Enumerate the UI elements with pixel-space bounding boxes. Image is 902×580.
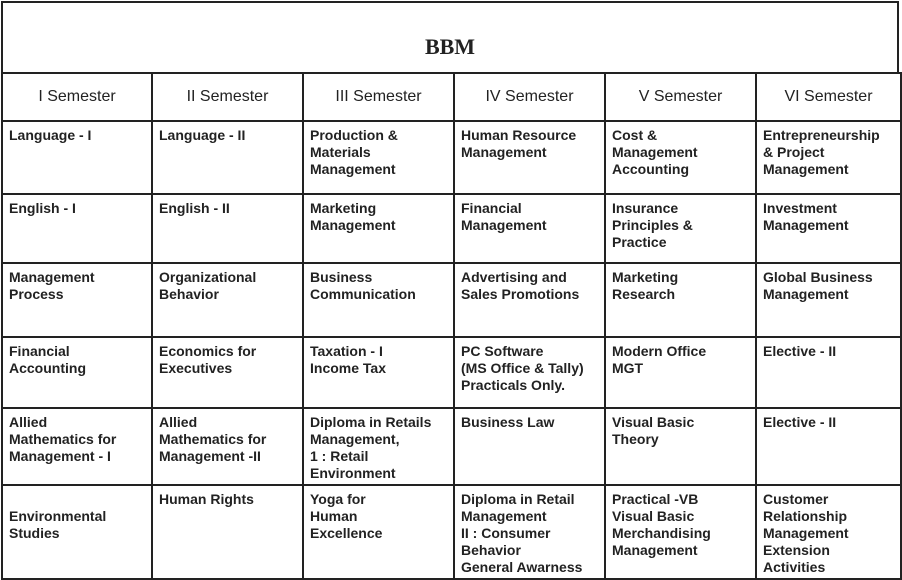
subject-cell: Investment Management xyxy=(756,194,901,263)
table-row xyxy=(2,408,901,485)
subject-cell: Taxation - I Income Tax xyxy=(303,337,454,408)
subject-cell: PC Software (MS Office & Tally) Practicals Only. xyxy=(454,337,605,408)
table-row xyxy=(2,194,901,263)
subject-cell: Entrepreneurship & Project Management xyxy=(756,121,901,194)
table-row xyxy=(2,337,901,408)
subject-cell: Advertising and Sales Promotions xyxy=(454,263,605,337)
title-box xyxy=(1,1,899,73)
subject-cell: Economics for Executives xyxy=(152,337,303,408)
subject-cell: English - I xyxy=(2,194,152,263)
subject-cell: Marketing Management xyxy=(303,194,454,263)
subject-cell: Human Resource Management xyxy=(454,121,605,194)
semester-table xyxy=(1,72,902,580)
subject-cell: Cost & Management Accounting xyxy=(605,121,756,194)
subject-cell: Diploma in Retails Management, 1 : Retail Environment xyxy=(303,408,454,485)
subject-cell: Financial Management xyxy=(454,194,605,263)
semester-header: IV Semester xyxy=(454,73,605,121)
subject-cell: Insurance Principles & Practice xyxy=(605,194,756,263)
subject-cell: Financial Accounting xyxy=(2,337,152,408)
table-row xyxy=(2,485,901,579)
subject-cell: Language - I xyxy=(2,121,152,194)
subject-cell: Environmental Studies xyxy=(2,485,152,579)
header-row xyxy=(2,73,901,121)
subject-cell: Business Law xyxy=(454,408,605,485)
subject-cell: Customer Relationship Management Extension Activities xyxy=(756,485,901,579)
subject-cell: Marketing Research xyxy=(605,263,756,337)
subject-cell: Elective - II xyxy=(756,337,901,408)
subject-cell: Yoga for Human Excellence xyxy=(303,485,454,579)
subject-cell: Visual Basic Theory xyxy=(605,408,756,485)
table-row xyxy=(2,263,901,337)
subject-cell: Elective - II xyxy=(756,408,901,485)
semester-header: III Semester xyxy=(303,73,454,121)
semester-header: V Semester xyxy=(605,73,756,121)
semester-header: I Semester xyxy=(2,73,152,121)
subject-cell: Business Communication xyxy=(303,263,454,337)
semester-header: II Semester xyxy=(152,73,303,121)
semester-header: VI Semester xyxy=(756,73,901,121)
table-row xyxy=(2,121,901,194)
subject-cell: Diploma in Retail Management II : Consumer Behavior General Awarness xyxy=(454,485,605,579)
page-title: BBM xyxy=(424,34,476,59)
subject-cell: Modern Office MGT xyxy=(605,337,756,408)
subject-cell: Language - II xyxy=(152,121,303,194)
subject-cell: Global Business Management xyxy=(756,263,901,337)
subject-cell: Organizational Behavior xyxy=(152,263,303,337)
subject-cell: Management Process xyxy=(2,263,152,337)
subject-cell: English - II xyxy=(152,194,303,263)
subject-cell: Allied Mathematics for Management -II xyxy=(152,408,303,485)
subject-cell: Practical -VB Visual Basic Merchandising Management xyxy=(605,485,756,579)
subject-cell: Allied Mathematics for Management - I xyxy=(2,408,152,485)
subject-cell: Production & Materials Management xyxy=(303,121,454,194)
subject-cell: Human Rights xyxy=(152,485,303,579)
